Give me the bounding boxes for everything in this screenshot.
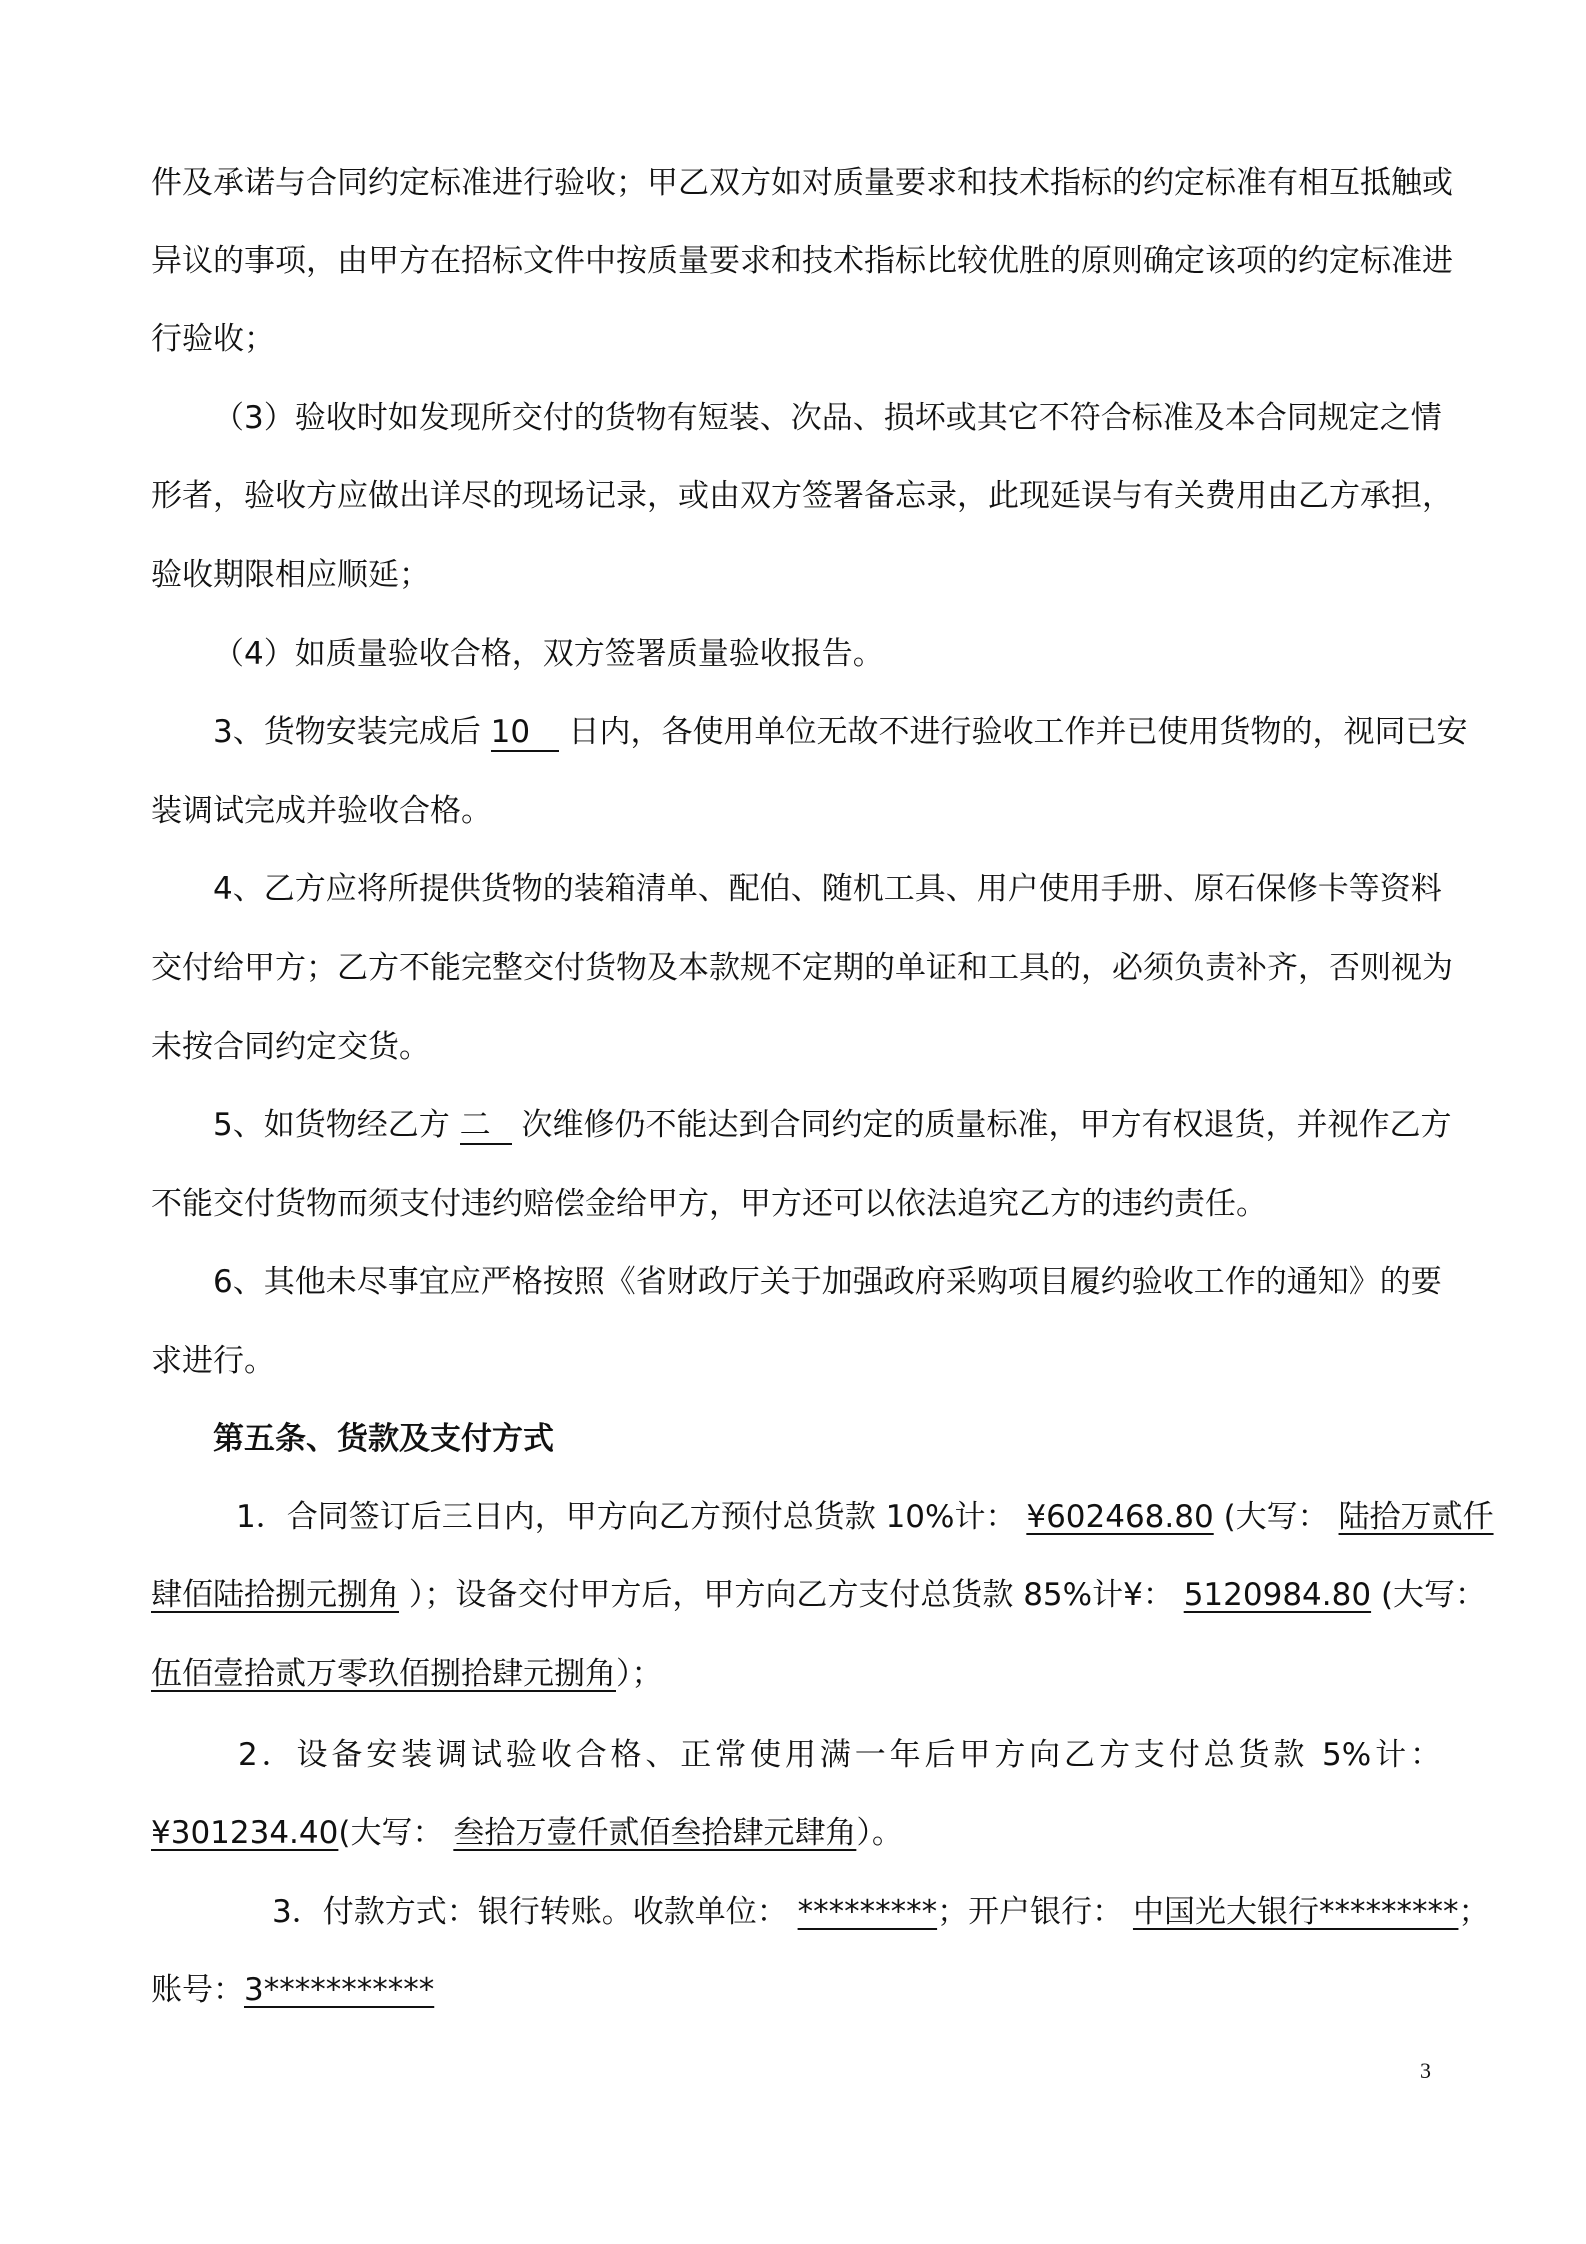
text-span: 2．设备安装调试验收合格、正常使用满一年后甲方向乙方支付总货款 5%计： xyxy=(238,1737,1441,1773)
advance-amount-capital-cont: 肆佰陆拾捌元捌角 xyxy=(151,1577,399,1613)
text-span: 次维修仍不能达到合同约定的质量标准，甲方有权退货，并视作乙方 xyxy=(521,1107,1452,1143)
text-line xyxy=(151,1970,1441,2010)
text-line xyxy=(213,869,1441,909)
text-line xyxy=(151,948,1453,988)
text-span: 4、乙方应将所提供货物的装箱清单、配伯、随机工具、用户使用手册、原石保修卡等资料 xyxy=(213,871,1442,907)
text-span: 行验收； xyxy=(151,321,275,357)
text-span: 交付给甲方；乙方不能完整交付货物及本款规不定期的单证和工具的，必须负责补齐，否则视为 xyxy=(151,950,1453,986)
text-line xyxy=(272,1892,1490,1932)
text-span: 异议的事项，由甲方在招标文件中按质量要求和技术指标比较优胜的原则确定该项的约定标准进 xyxy=(151,243,1453,279)
text-line xyxy=(236,1497,1494,1537)
text-span: （4）如质量验收合格，双方签署质量验收报告。 xyxy=(213,636,884,672)
text-span: 形者，验收方应做出详尽的现场记录，或由双方签署备忘录，此现延误与有关费用由乙方承担， xyxy=(151,478,1453,514)
text-line xyxy=(151,1341,1441,1381)
heading-text: 第五条、货款及支付方式 xyxy=(213,1421,554,1457)
text-span: 1．合同签订后三日内，甲方向乙方预付总货款 10%计： xyxy=(236,1499,1017,1535)
text-line xyxy=(151,319,1441,359)
text-line xyxy=(213,634,1441,674)
times-blank: 二 xyxy=(460,1107,512,1145)
text-line xyxy=(151,163,1453,203)
text-line xyxy=(238,1735,1441,1775)
text-line xyxy=(151,555,1441,595)
account-field: 3*********** xyxy=(244,1972,435,2008)
text-span: （3）验收时如发现所交付的货物有短装、次品、损坏或其它不符合标准及本合同规定之情 xyxy=(213,400,1442,436)
text-span: 件及承诺与合同约定标准进行验收；甲乙双方如对质量要求和技术指标的约定标准有相互抵触或 xyxy=(151,165,1453,201)
text-span: 3、货物安装完成后 xyxy=(213,714,481,750)
delivery-amount-capital: 伍佰壹拾贰万零玖佰捌拾肆元捌角 xyxy=(151,1656,616,1692)
text-span: 6、其他未尽事宜应严格按照《省财政厅关于加强政府采购项目履约验收工作的通知》的要 xyxy=(213,1264,1442,1300)
text-line xyxy=(213,1262,1441,1302)
text-span: ；开户银行： xyxy=(937,1894,1124,1930)
text-span: 求进行。 xyxy=(151,1343,275,1379)
text-line xyxy=(213,712,1468,752)
text-line xyxy=(151,791,1441,831)
delivery-amount: 5120984.80 xyxy=(1183,1577,1372,1613)
text-line xyxy=(213,1105,1452,1145)
text-span: 3．付款方式：银行转账。收款单位： xyxy=(272,1894,788,1930)
text-span: ）； xyxy=(616,1656,663,1692)
text-line xyxy=(213,398,1441,438)
text-line xyxy=(151,1184,1441,1224)
text-span: ）。 xyxy=(856,1815,903,1851)
retention-amount-capital: 叁拾万壹仟贰佰叁拾肆元肆角 xyxy=(453,1815,857,1851)
text-span: 5、如货物经乙方 xyxy=(213,1107,450,1143)
retention-amount: ¥301234.40 xyxy=(151,1815,339,1851)
payee-field: ********* xyxy=(797,1894,938,1930)
text-span: (大写： xyxy=(1380,1577,1487,1613)
text-span: 验收期限相应顺延； xyxy=(151,557,430,593)
page-number: 3 xyxy=(1420,2058,1431,2083)
text-span: ； xyxy=(1458,1894,1490,1930)
text-span: 账号： xyxy=(151,1972,244,2008)
text-line xyxy=(151,476,1453,516)
advance-amount: ¥602468.80 xyxy=(1026,1499,1214,1535)
text-span: 日内，各使用单位无故不进行验收工作并已使用货物的，视同已安 xyxy=(568,714,1468,750)
days-blank: 10 xyxy=(491,714,559,752)
text-span: ）；设备交付甲方后，甲方向乙方支付总货款 85%计¥： xyxy=(408,1577,1174,1613)
text-line xyxy=(151,241,1453,281)
text-span: 未按合同约定交货。 xyxy=(151,1029,430,1065)
text-span: (大写： xyxy=(338,1815,444,1851)
section-heading xyxy=(213,1419,1441,1459)
text-span: 不能交付货物而须支付违约赔偿金给甲方，甲方还可以依法追究乙方的违约责任。 xyxy=(151,1186,1267,1222)
text-span: 装调试完成并验收合格。 xyxy=(151,793,492,829)
text-line xyxy=(151,1813,1441,1853)
bank-field: 中国光大银行********* xyxy=(1132,1894,1459,1930)
text-line xyxy=(151,1575,1487,1615)
advance-amount-capital: 陆拾万贰仟 xyxy=(1338,1499,1494,1535)
text-span: (大写： xyxy=(1223,1499,1329,1535)
text-line xyxy=(151,1027,1441,1067)
text-line xyxy=(151,1654,1441,1694)
